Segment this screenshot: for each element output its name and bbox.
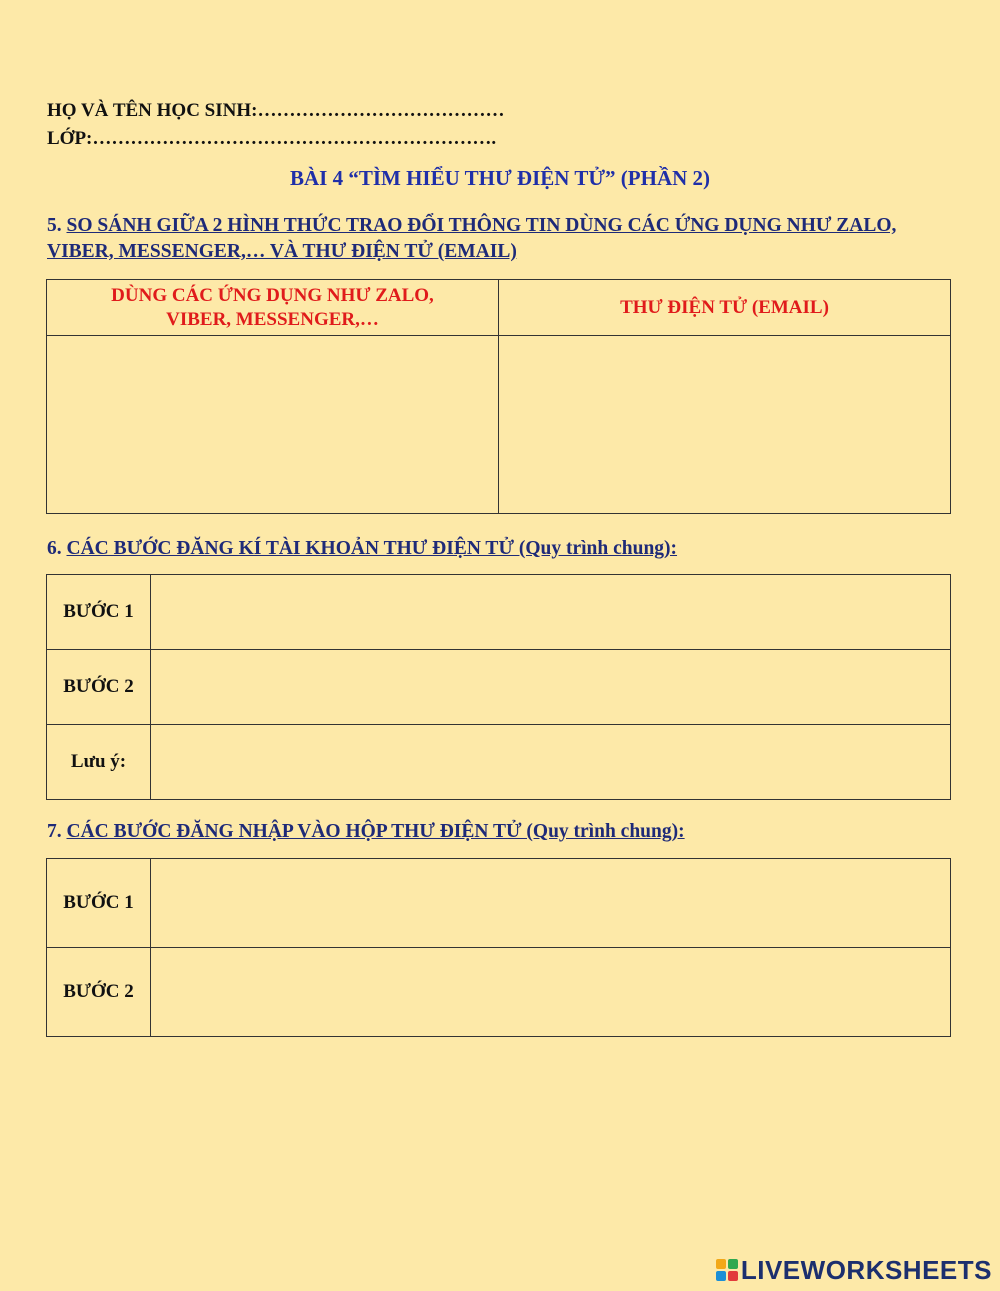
section-5-number: 5.	[47, 215, 62, 236]
login-step-1-label: BƯỚC 1	[47, 859, 151, 948]
section-5-text: SO SÁNH GIỮA 2 HÌNH THỨC TRAO ĐỔI THÔNG TIN DÙNG CÁC ỨNG DỤNG NHƯ ZALO, VIBER, MESSENGER,… VÀ THƯ ĐIỆN TỬ (EMAIL)	[47, 215, 897, 262]
section-7-heading	[47, 819, 947, 845]
student-name-line: HỌ VÀ TÊN HỌC SINH:…………………………………	[47, 100, 505, 121]
section-6-number: 6.	[47, 538, 62, 559]
register-note-answer-cell[interactable]	[151, 725, 951, 800]
register-step-2-label: BƯỚC 2	[47, 650, 151, 725]
logo-text: LIVEWORKSHEETS	[740, 1254, 992, 1285]
comparison-col-apps	[47, 280, 499, 336]
section-6-heading	[47, 536, 947, 562]
section-7-text: CÁC BƯỚC ĐĂNG NHẬP VÀO HỘP THƯ ĐIỆN TỬ (Quy trình chung):	[66, 821, 685, 842]
table-row	[47, 948, 951, 1037]
comparison-col-apps-line1: DÙNG CÁC ỨNG DỤNG NHƯ ZALO,	[111, 284, 434, 306]
comparison-table	[46, 279, 951, 514]
comparison-col-email: THƯ ĐIỆN TỬ (EMAIL)	[499, 280, 951, 336]
login-step-1-answer-cell[interactable]	[151, 859, 951, 948]
comparison-col-apps-line2: VIBER, MESSENGER,…	[166, 308, 379, 330]
table-row	[47, 859, 951, 948]
login-step-2-label: BƯỚC 2	[47, 948, 151, 1037]
section-6-text: CÁC BƯỚC ĐĂNG KÍ TÀI KHOẢN THƯ ĐIỆN TỬ (Quy trình chung):	[66, 538, 678, 559]
login-steps-table	[46, 858, 951, 1037]
register-step-1-answer-cell[interactable]	[151, 575, 951, 650]
register-note-label: Lưu ý:	[47, 725, 151, 800]
register-step-1-label: BƯỚC 1	[47, 575, 151, 650]
logo-blocks-icon	[716, 1259, 738, 1281]
comparison-apps-answer-cell[interactable]	[47, 336, 499, 514]
register-steps-table	[46, 574, 951, 800]
class-line: LỚP:……………………………………………………….	[47, 128, 497, 149]
table-row	[47, 575, 951, 650]
liveworksheets-logo	[716, 1255, 992, 1285]
login-step-2-answer-cell[interactable]	[151, 948, 951, 1037]
table-row	[47, 725, 951, 800]
section-5-heading	[47, 213, 947, 265]
table-row	[47, 650, 951, 725]
section-7-number: 7.	[47, 821, 62, 842]
comparison-email-answer-cell[interactable]	[499, 336, 951, 514]
worksheet-title: BÀI 4 “TÌM HIỂU THƯ ĐIỆN TỬ” (PHẦN 2)	[289, 166, 711, 190]
register-step-2-answer-cell[interactable]	[151, 650, 951, 725]
